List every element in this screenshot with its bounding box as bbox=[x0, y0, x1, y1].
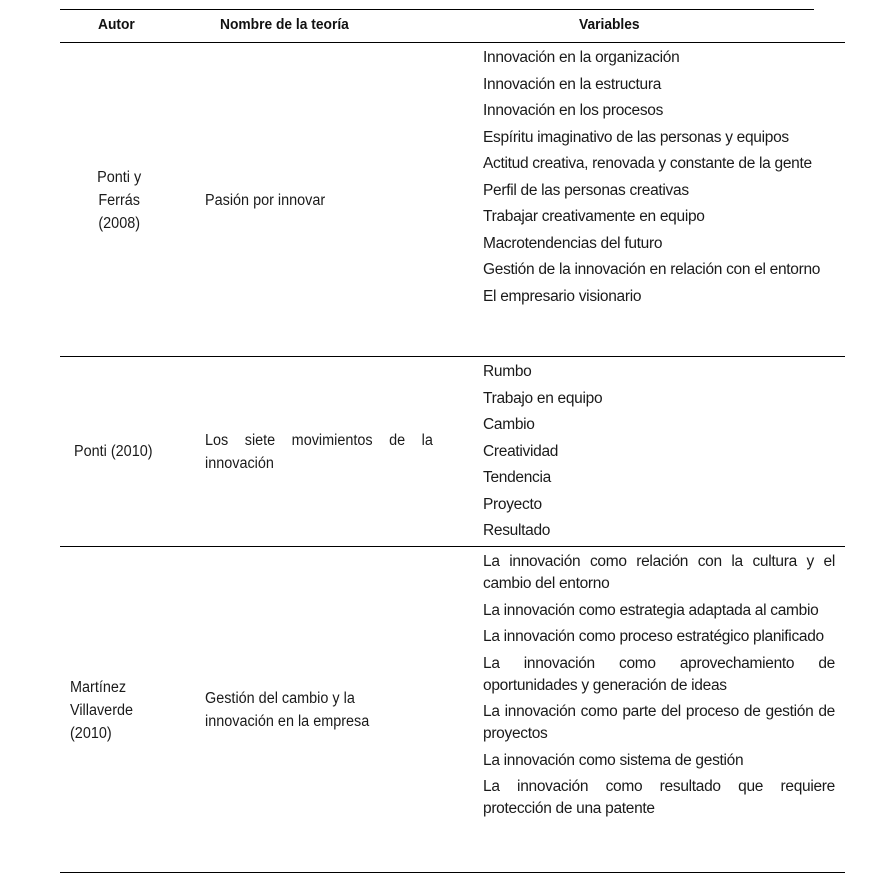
table-bottom-rule bbox=[60, 872, 845, 873]
header-variables: Variables bbox=[579, 16, 640, 33]
author-line: (2008) bbox=[98, 215, 141, 232]
variable-item: Trabajar creativamente en equipo bbox=[483, 208, 705, 225]
variable-item: Gestión de la innovación en relación con el entorno bbox=[483, 261, 821, 278]
variable-item: Tendencia bbox=[483, 469, 551, 486]
variable-item: Innovación en la organización bbox=[483, 49, 680, 66]
variable-item: La innovación como parte del proceso de gestión de proyectos bbox=[483, 703, 835, 742]
variables-cell bbox=[483, 361, 835, 547]
variable-item: La innovación como proceso estratégico planificado bbox=[483, 628, 824, 645]
theory-cell bbox=[205, 429, 433, 475]
variables-cell bbox=[483, 551, 835, 825]
author-line: Villaverde bbox=[70, 702, 134, 719]
theory-line: innovación bbox=[205, 455, 274, 472]
author-line: Ponti (2010) bbox=[74, 443, 153, 460]
variable-item: Resultado bbox=[483, 522, 551, 539]
variables-cell bbox=[483, 47, 835, 312]
theory-line: Pasión por innovar bbox=[205, 192, 326, 209]
variable-item: La innovación como estrategia adaptada al cambio bbox=[483, 601, 819, 619]
author-cell bbox=[74, 440, 153, 463]
variable-item: Cambio bbox=[483, 416, 535, 433]
author-cell bbox=[82, 166, 156, 235]
author-cell bbox=[70, 676, 133, 745]
variable-item: Trabajo en equipo bbox=[483, 389, 603, 407]
header-author: Autor bbox=[98, 16, 135, 33]
variable-item: La innovación como relación con la cultura y el cambio del entorno bbox=[483, 553, 835, 592]
variable-item: Rumbo bbox=[483, 363, 532, 380]
theory-cell bbox=[205, 189, 325, 212]
theory-line: innovación en la empresa bbox=[205, 713, 370, 730]
author-line: (2010) bbox=[70, 725, 112, 742]
variable-item: Actitud creativa, renovada y constante de la gente bbox=[483, 155, 812, 172]
row-rule bbox=[60, 356, 845, 357]
variable-item: La innovación como aprovechamiento de oportunidades y generación de ideas bbox=[483, 654, 835, 694]
author-line: Ferrás bbox=[98, 192, 141, 209]
theory-line: Gestión del cambio y la bbox=[205, 690, 355, 707]
variable-item: Espíritu imaginativo de las personas y equipos bbox=[483, 128, 789, 146]
variable-item: El empresario visionario bbox=[483, 287, 642, 305]
variable-item: La innovación como resultado que requiere protección de una patente bbox=[483, 778, 835, 817]
variable-item: Perfil de las personas creativas bbox=[483, 181, 689, 199]
header-rule bbox=[60, 42, 845, 43]
author-line: Ponti y bbox=[97, 169, 142, 186]
header-theory: Nombre de la teoría bbox=[220, 16, 349, 33]
row-rule bbox=[60, 546, 845, 547]
author-line: Martínez bbox=[70, 679, 127, 696]
variable-item: Innovación en la estructura bbox=[483, 75, 662, 93]
variable-item: La innovación como sistema de gestión bbox=[483, 751, 744, 769]
variable-item: Macrotendencias del futuro bbox=[483, 234, 663, 252]
variable-item: Proyecto bbox=[483, 495, 542, 513]
theory-line: Los siete movimientos de la bbox=[205, 432, 433, 449]
variable-item: Creatividad bbox=[483, 442, 559, 460]
theory-cell bbox=[205, 687, 369, 733]
variable-item: Innovación en los procesos bbox=[483, 102, 664, 119]
table-top-rule bbox=[60, 9, 814, 10]
